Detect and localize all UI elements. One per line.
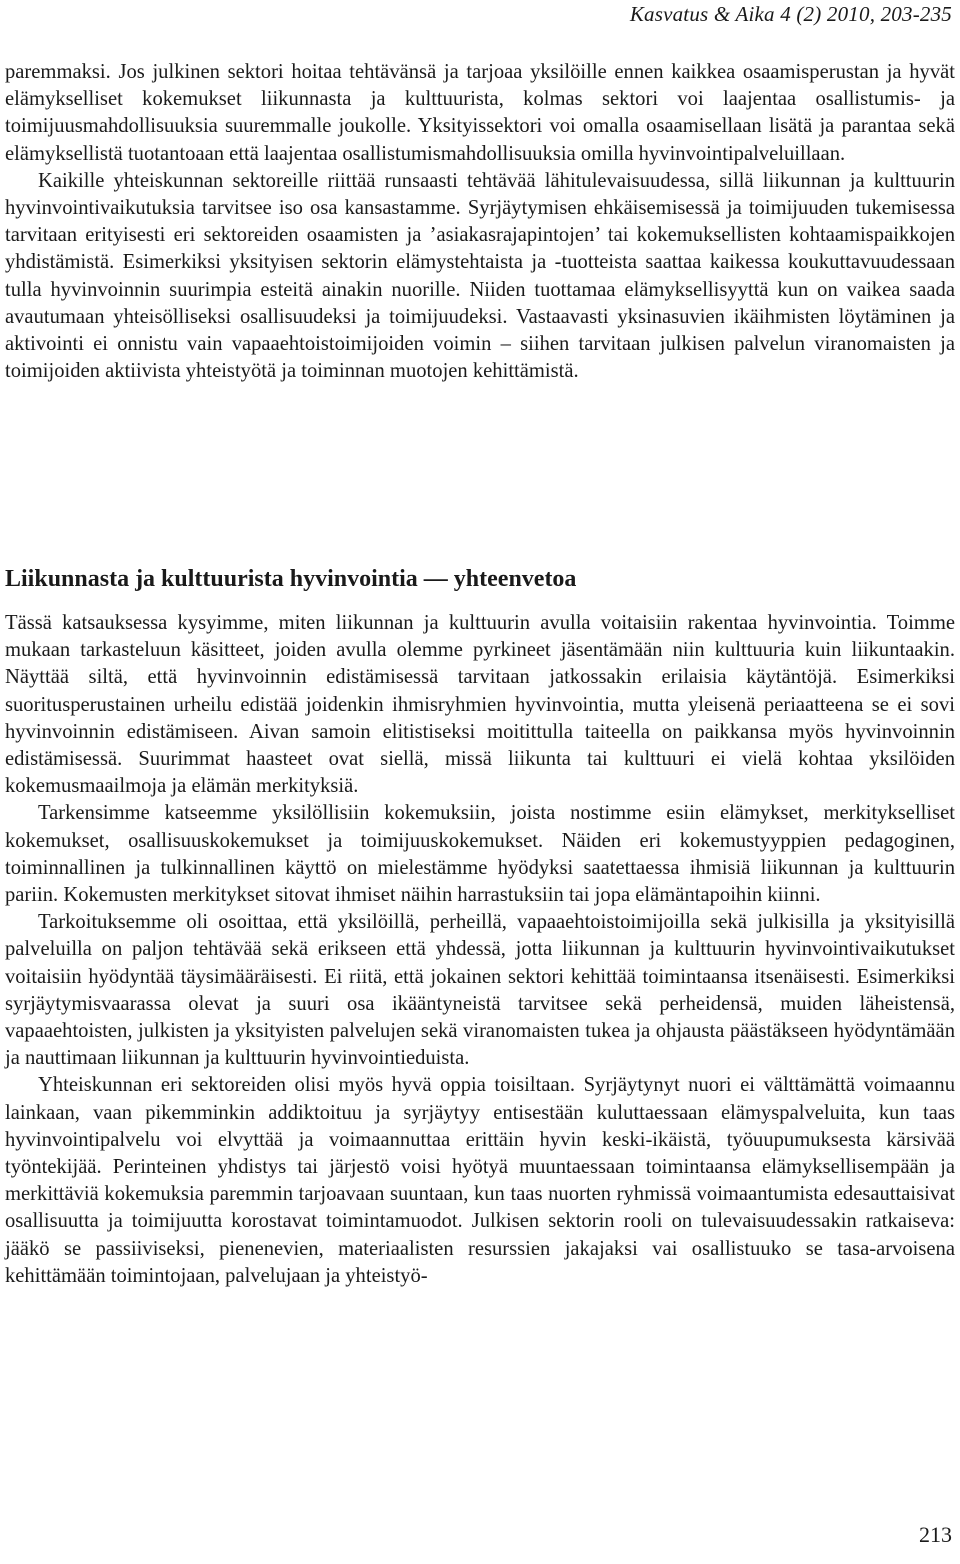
text-block-summary bbox=[5, 610, 955, 1290]
section-heading: Liikunnasta ja kulttuurista hyvinvointia — yhteenvetoa bbox=[5, 566, 577, 592]
paragraph: Tarkensimme katseemme yksilöllisiin kokemuksiin, joista nostimme esiin elämykset, merkitykselliset kokemukset, osallisuuskokemukset ja toimijuuskokemukset. Näiden eri kokemustyyppien pedagoginen, toiminnallinen ja tulkinnallinen käyttö on mielestämme hyödyksi saatettaessa ihmisiä liikunnan ja kulttuurin pariin. Kokemusten merkitykset sitovat ihmiset näihin harrastuksiin tai jopa elämäntapoihin kiinni. bbox=[5, 802, 955, 907]
paragraph: Tarkoituksemme oli osoittaa, että yksilöillä, perheillä, vapaaehtoistoimijoilla sekä julkisilla ja yksityisillä palveluilla on paljon tehtävää sekä erikseen että yhdessä, jotta liikunnan ja kulttuurin hyvinvointivaikutukset voitaisiin hyödyntää täysimääräisesti. Ei riitä, että jokainen sektori kehittää toimintaansa itsenäisesti. Esimerkiksi syrjäytymisvaarassa olevat ja suuri osa ikääntyneistä tarvitsee sekä perheidensä, muiden läheistensä, vapaaehtoisten, julkisten ja yksityisten palvelujen sekä viranomaisten tukea ja ohjausta päästäkseen hyödyntämään ja nauttimaan liikunnan ja kulttuurin hyvinvointieduista. bbox=[5, 911, 955, 1070]
paragraph: paremmaksi. Jos julkinen sektori hoitaa tehtävänsä ja tarjoaa yksilöille ennen kaikkea osaamisperustan ja hyvät elämykselliset kokemukset liikunnasta ja kulttuurista, kolmas sektori voi laajentaa osallistumis- ja toimijuusmahdollisuuksia suuremmalle joukolle. Yksityissektori voi omalla osaamisellaan lisätä ja parantaa sekä elämyksellistä tuotantoaan että laajentaa osallistumismahdollisuuksia omilla hyvinvointipalveluillaan. bbox=[5, 61, 955, 165]
paragraph: Yhteiskunnan eri sektoreiden olisi myös hyvä oppia toisiltaan. Syrjäytynyt nuori ei välttämättä voimaannu lainkaan, vaan pikemminkin addiktoituu ja syrjäytyy entisestään kuluttaessaan elämyspalveluita, kun taas hyvinvointipalvelu voi elvyttää ja voimaannuttaa erittäin hyvin keski-ikäistä, työuupumuksesta kärsivää työntekijää. Perinteinen yhdistys tai järjestö voisi hyötyä muuntaessaan toimintaansa elämyksellisempään ja merkittäviä kokemuksia paremmin tarjoavaan suuntaan, kun taas nuorten ryhmissä voimaantumista edesauttaisivat osallisuutta ja toimijuutta korostavat toimintamuodot. Julkisen sektorin rooli on tulevaisuudessakin ratkaiseva: jääkö se passiiviseksi, pienenevien, materiaalisten resurssien jakajaksi vai osallistuuko se tasa-arvoisena kehittämään toimintojaan, palvelujaan ja yhteistyö- bbox=[5, 1074, 955, 1287]
page-number: 213 bbox=[919, 1522, 952, 1547]
text-block-top bbox=[5, 59, 955, 385]
paragraph: Tässä katsauksessa kysyimme, miten liikunnan ja kulttuurin avulla voitaisiin rakentaa hyvinvointia. Toimme mukaan tarkasteluun käsitteet, joiden avulla olemme pyrkineet jäsentämään niin kulttuuria kuin liikuntaakin. Näyttää siltä, että hyvinvoinnin edistämisessä tarvitaan jatkossakin erilaisia käytäntöjä. Esimerkiksi suoritusperustainen urheilu edistää joidenkin ihmisryhmien hyvinvointia, mutta yleisenä periaatteena se ei sovi hyvinvoinnin edistämiseen. Aivan samoin elitistiseksi moitittulla taiteella on paikkansa myös hyvinvoinnin edistämisessä. Suurimmat haasteet ovat siellä, missä liikunta tai kulttuuri ei vielä kohtaa yksilöiden kokemusmaailmoja ja elämän merkityksiä. bbox=[5, 612, 955, 798]
running-header: Kasvatus & Aika 4 (2) 2010, 203-235 bbox=[629, 2, 952, 26]
paragraph: Kaikille yhteiskunnan sektoreille riittää runsaasti tehtävää lähitulevaisuudessa, sillä liikunnan ja kulttuurin hyvinvointivaikutuksia tarvitsee iso osa kansastamme. Syrjäytymisen ehkäisemisessä ja toimijuuden tukemisessa tarvitaan erityisesti eri sektoreiden osaamisten ja ’asiakasrajapintojen’ tai kokemuksellisten kohtaamispaikkojen yhdistämistä. Esimerkiksi yksityisen sektorin elämystehtaista ja -tuotteista saattaa kaikessa koukuttavuudessaan tulla hyvinvoinnin suurimpia esteitä ainakin nuorille. Niiden tuottamaa elämyksellisyyttä kun on vaikea saada avautumaan yhteisölliseksi osallisuudeksi ja toimijuudeksi. Vastaavasti yksinasuvien ikäihmisten löytäminen ja aktivointi ei onnistu vain vapaaehtoistoimijoiden voimin – siihen tarvitaan julkisen palvelun viranomaisten ja toimijoiden aktiivista yhteistyötä ja toiminnan muotojen kehittämistä. bbox=[5, 169, 955, 383]
